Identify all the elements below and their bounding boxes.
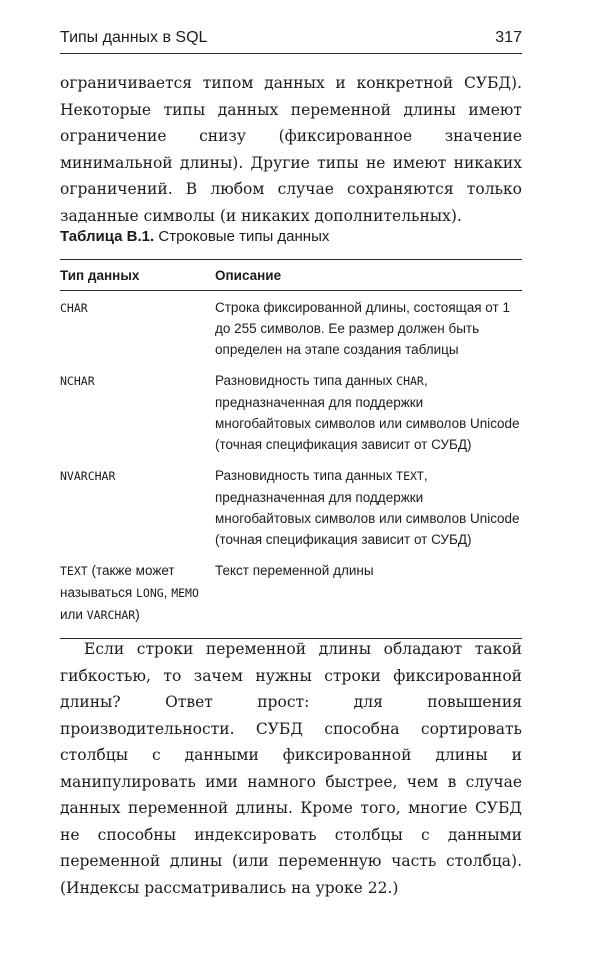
body-paragraph-1: ограничивается типом данных и конкретной СУБД). Некоторые типы данных переменной длины имеют ограничение снизу (фиксированное значение минимальной длины). Другие типы не имеют никаких ограничений. В любом случае сохраняются только заданные символы (и никаких дополнительных). [60, 74, 522, 225]
type-code: LONG [135, 586, 164, 600]
table-header-row [60, 260, 522, 291]
description-code: CHAR [396, 374, 424, 388]
description-cell: Строка фиксированной длины, состоящая от 1 до 255 символов. Ее размер должен быть определен на этапе создания таблицы [215, 300, 510, 357]
description-text: Разновидность типа данных [215, 468, 397, 483]
type-code: MEMO [171, 586, 199, 600]
description-cell [215, 364, 522, 459]
string-types-table [60, 259, 522, 639]
type-note: ) [135, 607, 140, 622]
table-row [60, 291, 522, 365]
type-code: NVARCHAR [60, 469, 116, 483]
type-note: , [163, 585, 172, 600]
column-header-description: Описание [215, 260, 522, 291]
type-code: VARCHAR [86, 608, 136, 622]
description-text: , предназначенная для поддержки многобайтовых символов или символов Unicode (точная спецификация зависит от СУБД) [215, 373, 520, 452]
description-cell [215, 459, 522, 554]
type-cell [60, 364, 215, 459]
type-code: TEXT [60, 564, 88, 578]
type-cell [60, 291, 215, 365]
description-cell: Текст переменной длины [215, 563, 374, 578]
table-caption [60, 228, 329, 245]
type-code: CHAR [60, 301, 88, 315]
running-title: Типы данных в SQL [60, 29, 208, 46]
column-header-type: Тип данных [60, 260, 215, 291]
description-code: TEXT [396, 469, 424, 483]
table-caption-text: Строковые типы данных [154, 228, 330, 245]
description-text: Разновидность типа данных [215, 373, 397, 388]
table-row [60, 554, 522, 639]
description-text: , предназначенная для поддержки многобайтовых символов или символов Unicode (точная спецификация зависит от СУБД) [215, 468, 520, 547]
table-caption-label: Таблица В.1. [60, 228, 155, 245]
type-note: или [60, 607, 87, 622]
type-cell [60, 554, 215, 639]
table-row [60, 364, 522, 459]
type-note: (также может называться [60, 563, 175, 600]
table-row [60, 459, 522, 554]
page-number: 317 [495, 29, 522, 46]
body-paragraph-2: Если строки переменной длины обладают такой гибкостью, то зачем нужны строки фиксированной длины? Ответ прост: для повышения производительности. СУБД способна сортировать столбцы с данными фиксированной длины и манипулировать ими намного быстрее, чем в случае данных переменной длины. Кроме того, многие СУБД не способны индексировать столбцы с данными переменной длины (или переменную часть столбца). (Индексы рассматривались на уроке 22.) [60, 640, 522, 897]
type-cell [60, 459, 215, 554]
type-code: NCHAR [60, 374, 95, 388]
page-header [60, 27, 522, 54]
